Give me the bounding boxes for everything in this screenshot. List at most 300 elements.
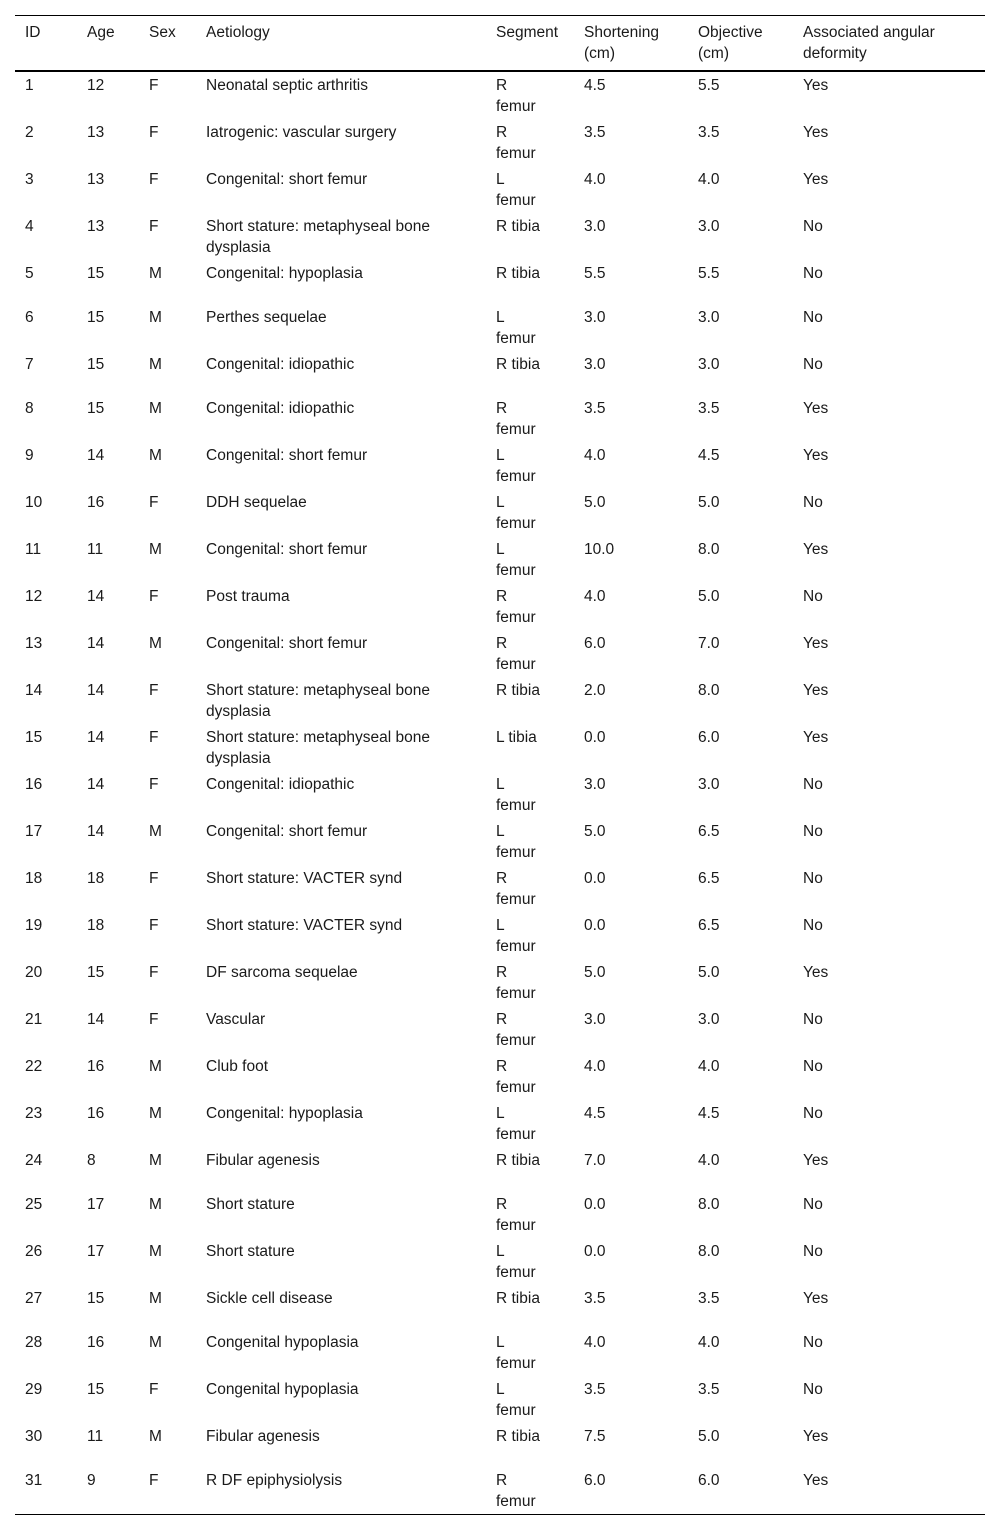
cell-sex: M [149, 1105, 162, 1122]
cell-angular-deformity: Yes [803, 964, 829, 981]
cell-id: 17 [25, 823, 43, 840]
cell-age: 16 [87, 1105, 105, 1122]
cell-segment [486, 119, 574, 166]
cell-id: 13 [25, 635, 43, 652]
cell-segment [486, 166, 574, 213]
cell-objective: 5.0 [698, 588, 720, 605]
segment-text: R femur [496, 1196, 536, 1234]
table-row [15, 677, 985, 724]
segment-text: L femur [496, 1334, 536, 1372]
table-row [15, 1053, 985, 1100]
header-segment: Segment [496, 24, 559, 41]
cell-shortening: 4.0 [584, 1058, 606, 1075]
cell-aetiology: Congenital: short femur [206, 823, 368, 840]
cell-age: 14 [87, 447, 105, 464]
cell-shortening: 0.0 [584, 1196, 606, 1213]
segment-text: R femur [496, 400, 536, 438]
segment-text: L femur [496, 776, 536, 814]
cell-segment [486, 213, 574, 260]
cell-age: 15 [87, 964, 105, 981]
patient-table [15, 15, 985, 1515]
cell-id: 4 [25, 218, 34, 235]
segment-text: R tibia [496, 265, 540, 282]
cell-age: 15 [87, 1381, 105, 1398]
cell-shortening: 3.0 [584, 356, 606, 373]
table-row [15, 1100, 985, 1147]
cell-segment [486, 1467, 574, 1515]
table-row [15, 1376, 985, 1423]
cell-age: 14 [87, 776, 105, 793]
cell-aetiology: Neonatal septic arthritis [206, 77, 368, 94]
cell-id: 11 [25, 541, 42, 558]
cell-objective: 4.0 [698, 1152, 720, 1169]
cell-objective: 3.5 [698, 1381, 720, 1398]
cell-aetiology: Sickle cell disease [206, 1290, 333, 1307]
table-row [15, 959, 985, 1006]
cell-id: 6 [25, 309, 34, 326]
segment-text: R femur [496, 1472, 536, 1510]
segment-text: R tibia [496, 1290, 540, 1307]
segment-text: R tibia [496, 1428, 540, 1445]
cell-aetiology: Congenital: idiopathic [206, 400, 355, 417]
cell-sex: M [149, 1058, 162, 1075]
cell-shortening: 0.0 [584, 1243, 606, 1260]
cell-shortening: 3.0 [584, 1011, 606, 1028]
cell-objective: 3.0 [698, 309, 720, 326]
cell-objective: 8.0 [698, 1243, 720, 1260]
segment-text: L femur [496, 494, 536, 532]
header-objective: Objective (cm) [698, 24, 763, 62]
cell-age: 13 [87, 124, 105, 141]
cell-age: 15 [87, 356, 105, 373]
cell-segment [486, 724, 574, 771]
cell-shortening: 0.0 [584, 917, 606, 934]
segment-text: R femur [496, 964, 536, 1002]
cell-angular-deformity: No [803, 1011, 823, 1028]
cell-angular-deformity: Yes [803, 635, 829, 652]
cell-sex: F [149, 171, 159, 188]
cell-aetiology: Short stature: metaphyseal bone dysplasia [206, 729, 431, 767]
cell-id: 24 [25, 1152, 43, 1169]
cell-sex: M [149, 400, 162, 417]
cell-angular-deformity: No [803, 309, 823, 326]
cell-objective: 3.5 [698, 1290, 720, 1307]
table-body [15, 71, 985, 1515]
table-row [15, 536, 985, 583]
cell-segment [486, 1423, 574, 1467]
table-row [15, 442, 985, 489]
cell-aetiology: DF sarcoma sequelae [206, 964, 358, 981]
cell-objective: 3.5 [698, 400, 720, 417]
cell-objective: 8.0 [698, 1196, 720, 1213]
cell-angular-deformity: No [803, 494, 823, 511]
cell-objective: 4.5 [698, 1105, 720, 1122]
segment-text: L femur [496, 309, 536, 347]
table-row [15, 1147, 985, 1191]
cell-age: 18 [87, 870, 105, 887]
cell-aetiology: Club foot [206, 1058, 269, 1075]
cell-id: 3 [25, 171, 34, 188]
cell-segment [486, 912, 574, 959]
cell-angular-deformity: No [803, 776, 823, 793]
table-row [15, 771, 985, 818]
cell-angular-deformity: Yes [803, 729, 829, 746]
table-row [15, 912, 985, 959]
cell-shortening: 3.0 [584, 309, 606, 326]
cell-sex: F [149, 870, 159, 887]
cell-segment [486, 1191, 574, 1238]
table-row [15, 1006, 985, 1053]
cell-objective: 8.0 [698, 541, 720, 558]
segment-text: R femur [496, 588, 536, 626]
table-row [15, 583, 985, 630]
cell-shortening: 3.5 [584, 1381, 606, 1398]
cell-angular-deformity: Yes [803, 447, 829, 464]
cell-age: 14 [87, 682, 105, 699]
table-row [15, 304, 985, 351]
data-table-container [15, 15, 985, 1515]
cell-age: 16 [87, 494, 105, 511]
cell-id: 26 [25, 1243, 43, 1260]
cell-angular-deformity: No [803, 588, 823, 605]
cell-angular-deformity: No [803, 823, 823, 840]
cell-objective: 5.5 [698, 265, 720, 282]
cell-id: 5 [25, 265, 34, 282]
cell-aetiology: Congenital: short femur [206, 447, 368, 464]
cell-aetiology: Short stature: metaphyseal bone dysplasia [206, 682, 431, 720]
header-id: ID [25, 24, 41, 41]
cell-segment [486, 351, 574, 395]
cell-objective: 4.5 [698, 447, 720, 464]
cell-aetiology: Fibular agenesis [206, 1428, 320, 1445]
table-row [15, 818, 985, 865]
cell-segment [486, 442, 574, 489]
cell-sex: M [149, 1196, 162, 1213]
cell-angular-deformity: Yes [803, 1472, 829, 1489]
cell-sex: M [149, 1152, 162, 1169]
cell-sex: M [149, 1290, 162, 1307]
cell-objective: 5.0 [698, 494, 720, 511]
cell-objective: 3.0 [698, 356, 720, 373]
cell-shortening: 6.0 [584, 1472, 606, 1489]
cell-shortening: 7.5 [584, 1428, 606, 1445]
cell-angular-deformity: No [803, 917, 823, 934]
cell-id: 10 [25, 494, 43, 511]
cell-aetiology: R DF epiphysiolysis [206, 1472, 343, 1489]
cell-shortening: 10.0 [584, 541, 615, 558]
cell-objective: 6.5 [698, 823, 720, 840]
cell-age: 13 [87, 171, 105, 188]
cell-shortening: 3.5 [584, 1290, 606, 1307]
segment-text: R femur [496, 124, 536, 162]
cell-age: 13 [87, 218, 105, 235]
cell-id: 30 [25, 1428, 43, 1445]
cell-segment [486, 771, 574, 818]
cell-aetiology: Short stature: VACTER synd [206, 917, 403, 934]
cell-objective: 6.5 [698, 917, 720, 934]
segment-text: R tibia [496, 218, 540, 235]
cell-segment [486, 71, 574, 119]
header-row [15, 16, 985, 72]
cell-shortening: 3.5 [584, 124, 606, 141]
table-row [15, 1329, 985, 1376]
cell-age: 12 [87, 77, 105, 94]
cell-sex: M [149, 823, 162, 840]
cell-segment [486, 489, 574, 536]
cell-sex: F [149, 917, 159, 934]
table-row [15, 1467, 985, 1515]
cell-id: 25 [25, 1196, 43, 1213]
cell-sex: F [149, 682, 159, 699]
segment-text: R femur [496, 635, 536, 673]
segment-text: L femur [496, 447, 536, 485]
cell-id: 18 [25, 870, 43, 887]
cell-aetiology: Post trauma [206, 588, 290, 605]
cell-sex: M [149, 356, 162, 373]
cell-id: 22 [25, 1058, 43, 1075]
table-row [15, 1238, 985, 1285]
cell-segment [486, 395, 574, 442]
cell-aetiology: Short stature: VACTER synd [206, 870, 403, 887]
cell-segment [486, 260, 574, 304]
cell-aetiology: Congenital: idiopathic [206, 356, 355, 373]
cell-id: 29 [25, 1381, 43, 1398]
cell-sex: M [149, 309, 162, 326]
cell-segment [486, 865, 574, 912]
cell-segment [486, 1238, 574, 1285]
cell-segment [486, 959, 574, 1006]
cell-aetiology: Perthes sequelae [206, 309, 327, 326]
cell-segment [486, 304, 574, 351]
cell-aetiology: Short stature [206, 1243, 295, 1260]
cell-aetiology: Congenital hypoplasia [206, 1381, 359, 1398]
cell-angular-deformity: Yes [803, 124, 829, 141]
cell-id: 7 [25, 356, 34, 373]
cell-angular-deformity: Yes [803, 682, 829, 699]
cell-shortening: 4.5 [584, 1105, 606, 1122]
cell-objective: 6.5 [698, 870, 720, 887]
cell-sex: F [149, 1472, 159, 1489]
cell-segment [486, 1329, 574, 1376]
cell-angular-deformity: Yes [803, 77, 829, 94]
cell-id: 1 [25, 77, 34, 94]
header-aetiology: Aetiology [206, 24, 270, 41]
cell-angular-deformity: No [803, 1105, 823, 1122]
segment-text: L femur [496, 1243, 536, 1281]
cell-age: 8 [87, 1152, 96, 1169]
cell-shortening: 7.0 [584, 1152, 606, 1169]
cell-segment [486, 1053, 574, 1100]
cell-objective: 3.0 [698, 218, 720, 235]
cell-angular-deformity: Yes [803, 400, 829, 417]
cell-id: 16 [25, 776, 43, 793]
cell-sex: M [149, 541, 162, 558]
cell-sex: M [149, 1243, 162, 1260]
cell-sex: F [149, 218, 159, 235]
cell-aetiology: Iatrogenic: vascular surgery [206, 124, 397, 141]
segment-text: L tibia [496, 729, 537, 746]
cell-id: 19 [25, 917, 43, 934]
cell-objective: 4.0 [698, 171, 720, 188]
cell-age: 15 [87, 309, 105, 326]
cell-id: 2 [25, 124, 34, 141]
cell-angular-deformity: No [803, 870, 823, 887]
cell-objective: 5.0 [698, 964, 720, 981]
cell-shortening: 2.0 [584, 682, 606, 699]
cell-sex: M [149, 1334, 162, 1351]
cell-angular-deformity: No [803, 1381, 823, 1398]
cell-id: 28 [25, 1334, 43, 1351]
cell-segment [486, 630, 574, 677]
segment-text: R femur [496, 1058, 536, 1096]
cell-objective: 5.0 [698, 1428, 720, 1445]
cell-id: 23 [25, 1105, 43, 1122]
cell-objective: 4.0 [698, 1058, 720, 1075]
cell-age: 9 [87, 1472, 96, 1489]
cell-objective: 7.0 [698, 635, 720, 652]
cell-shortening: 0.0 [584, 729, 606, 746]
cell-id: 9 [25, 447, 34, 464]
cell-sex: M [149, 265, 162, 282]
cell-objective: 4.0 [698, 1334, 720, 1351]
cell-objective: 6.0 [698, 1472, 720, 1489]
cell-id: 27 [25, 1290, 43, 1307]
cell-age: 14 [87, 635, 105, 652]
table-row [15, 1423, 985, 1467]
segment-text: R tibia [496, 682, 540, 699]
table-row [15, 119, 985, 166]
cell-aetiology: Congenital: hypoplasia [206, 265, 363, 282]
cell-segment [486, 536, 574, 583]
cell-id: 15 [25, 729, 43, 746]
cell-shortening: 3.0 [584, 218, 606, 235]
cell-sex: F [149, 588, 159, 605]
cell-segment [486, 818, 574, 865]
segment-text: L femur [496, 1105, 536, 1143]
cell-age: 18 [87, 917, 105, 934]
cell-angular-deformity: Yes [803, 1290, 829, 1307]
cell-age: 11 [87, 541, 104, 558]
cell-aetiology: Congenital: short femur [206, 541, 368, 558]
segment-text: R femur [496, 870, 536, 908]
cell-shortening: 4.0 [584, 447, 606, 464]
cell-sex: M [149, 1428, 162, 1445]
cell-shortening: 5.0 [584, 823, 606, 840]
cell-segment [486, 1147, 574, 1191]
cell-id: 8 [25, 400, 34, 417]
cell-angular-deformity: No [803, 1334, 823, 1351]
cell-aetiology: Congenital: hypoplasia [206, 1105, 363, 1122]
cell-sex: F [149, 1381, 159, 1398]
table-row [15, 351, 985, 395]
cell-sex: F [149, 494, 159, 511]
cell-age: 15 [87, 400, 105, 417]
segment-text: R femur [496, 1011, 536, 1049]
cell-sex: M [149, 635, 162, 652]
cell-shortening: 4.5 [584, 77, 606, 94]
cell-angular-deformity: No [803, 218, 823, 235]
cell-aetiology: DDH sequelae [206, 494, 307, 511]
cell-shortening: 3.0 [584, 776, 606, 793]
cell-objective: 3.5 [698, 124, 720, 141]
table-row [15, 395, 985, 442]
cell-angular-deformity: No [803, 1196, 823, 1213]
cell-objective: 3.0 [698, 776, 720, 793]
table-row [15, 213, 985, 260]
cell-age: 15 [87, 265, 105, 282]
cell-age: 14 [87, 823, 105, 840]
segment-text: R tibia [496, 356, 540, 373]
cell-segment [486, 1376, 574, 1423]
cell-sex: F [149, 776, 159, 793]
segment-text: R femur [496, 77, 536, 115]
cell-shortening: 4.0 [584, 588, 606, 605]
cell-aetiology: Vascular [206, 1011, 266, 1028]
table-row [15, 489, 985, 536]
cell-sex: F [149, 964, 159, 981]
cell-angular-deformity: Yes [803, 171, 829, 188]
cell-id: 21 [25, 1011, 43, 1028]
cell-id: 31 [25, 1472, 43, 1489]
header-angular-deformity: Associated angular deformity [803, 24, 935, 62]
header-sex: Sex [149, 24, 176, 41]
segment-text: L femur [496, 823, 536, 861]
header-age: Age [87, 24, 115, 41]
cell-segment [486, 583, 574, 630]
cell-aetiology: Congenital hypoplasia [206, 1334, 359, 1351]
segment-text: L femur [496, 917, 536, 955]
cell-segment [486, 1285, 574, 1329]
table-row [15, 724, 985, 771]
cell-sex: F [149, 124, 159, 141]
cell-shortening: 5.0 [584, 964, 606, 981]
cell-id: 12 [25, 588, 43, 605]
cell-angular-deformity: No [803, 356, 823, 373]
cell-age: 16 [87, 1058, 105, 1075]
table-header [15, 16, 985, 72]
cell-sex: F [149, 77, 159, 94]
cell-shortening: 3.5 [584, 400, 606, 417]
cell-age: 14 [87, 729, 105, 746]
cell-shortening: 4.0 [584, 171, 606, 188]
cell-age: 11 [87, 1428, 104, 1445]
cell-age: 17 [87, 1196, 105, 1213]
cell-aetiology: Short stature: metaphyseal bone dysplasia [206, 218, 431, 256]
cell-sex: F [149, 1011, 159, 1028]
cell-age: 15 [87, 1290, 105, 1307]
cell-segment [486, 1100, 574, 1147]
cell-objective: 8.0 [698, 682, 720, 699]
header-shortening: Shortening (cm) [584, 24, 659, 62]
cell-segment [486, 677, 574, 724]
table-row [15, 260, 985, 304]
table-row [15, 1285, 985, 1329]
cell-shortening: 0.0 [584, 870, 606, 887]
cell-shortening: 6.0 [584, 635, 606, 652]
cell-shortening: 5.5 [584, 265, 606, 282]
cell-angular-deformity: Yes [803, 1152, 829, 1169]
cell-aetiology: Fibular agenesis [206, 1152, 320, 1169]
cell-objective: 3.0 [698, 1011, 720, 1028]
table-row [15, 166, 985, 213]
table-row [15, 1191, 985, 1238]
cell-id: 14 [25, 682, 43, 699]
cell-objective: 5.5 [698, 77, 720, 94]
cell-aetiology: Congenital: idiopathic [206, 776, 355, 793]
cell-aetiology: Congenital: short femur [206, 635, 368, 652]
cell-shortening: 4.0 [584, 1334, 606, 1351]
cell-angular-deformity: Yes [803, 1428, 829, 1445]
